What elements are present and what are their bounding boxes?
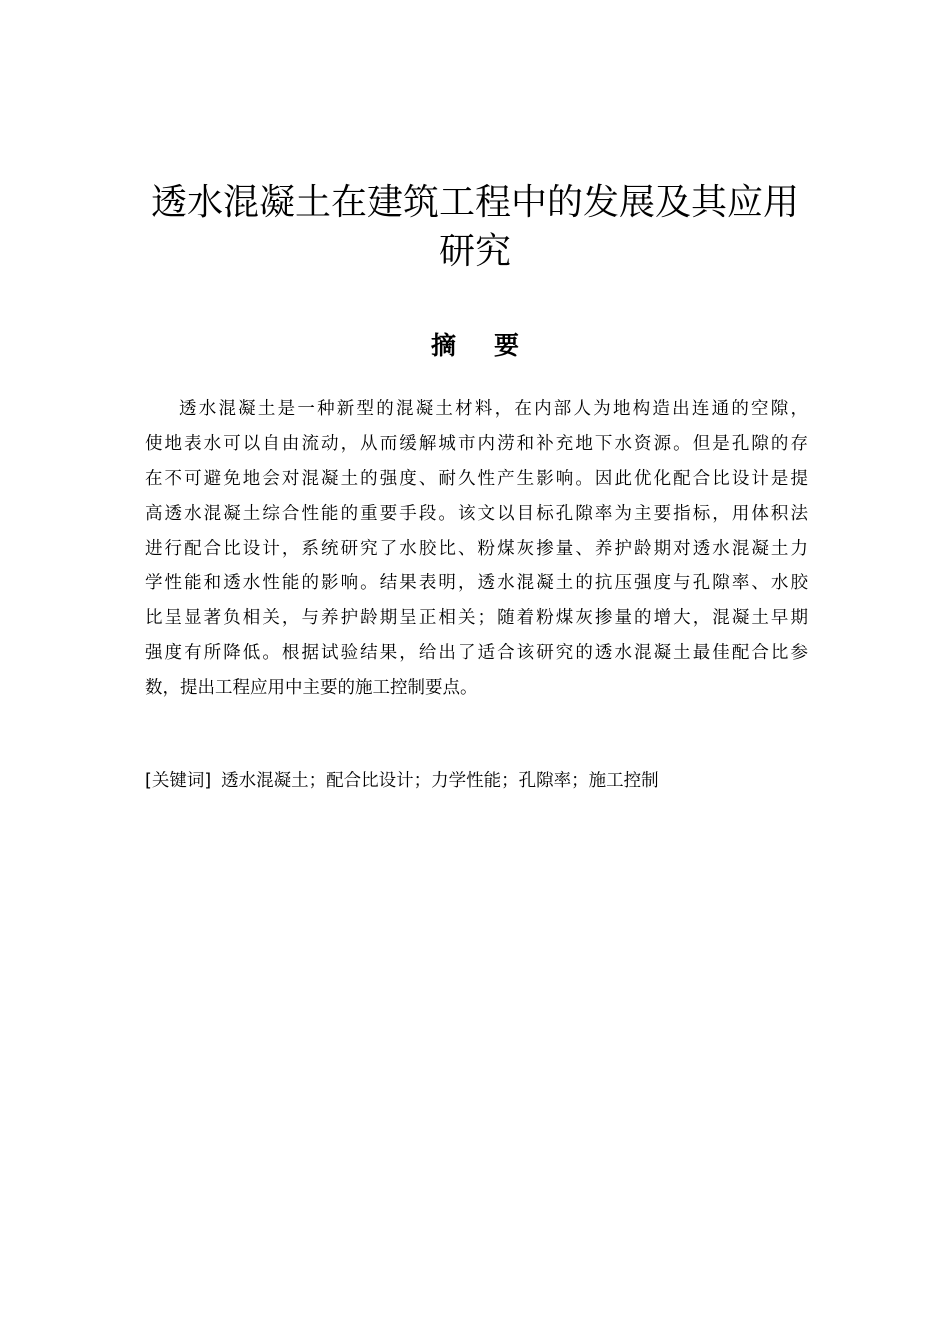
- document-title-line-1: 透水混凝土在建筑工程中的发展及其应用: [150, 182, 799, 223]
- abstract-line: 进行配合比设计，系统研究了水胶比、粉煤灰掺量、养护龄期对透水混凝土力: [145, 538, 808, 559]
- keywords-line: [145, 764, 659, 798]
- keywords-text: 透水混凝土；配合比设计；力学性能；孔隙率；施工控制: [221, 771, 659, 791]
- abstract-line: 高透水混凝土综合性能的重要手段。该文以目标孔隙率为主要指标，用体积法: [145, 503, 808, 524]
- abstract-line: 学性能和透水性能的影响。结果表明，透水混凝土的抗压强度与孔隙率、水胶: [145, 573, 808, 594]
- abstract-line: 数，提出工程应用中主要的施工控制要点。: [145, 678, 478, 699]
- abstract-line: 使地表水可以自由流动，从而缓解城市内涝和补充地下水资源。但是孔隙的存: [145, 433, 808, 454]
- keywords-label: [关键词]: [145, 771, 212, 791]
- abstract-line: 在不可避免地会对混凝土的强度、耐久性产生影响。因此优化配合比设计是提: [145, 468, 808, 489]
- abstract-heading: 摘要: [430, 331, 557, 360]
- abstract-line: 强度有所降低。根据试验结果，给出了适合该研究的透水混凝土最佳配合比参: [145, 643, 808, 664]
- document-title-line-2: 研究: [438, 231, 511, 272]
- abstract-line: 比呈显著负相关，与养护龄期呈正相关；随着粉煤灰掺量的增大，混凝土早期: [145, 608, 808, 629]
- abstract-body: [145, 392, 808, 706]
- abstract-line: 透水混凝土是一种新型的混凝土材料，在内部人为地构造出连通的空隙，: [179, 399, 808, 419]
